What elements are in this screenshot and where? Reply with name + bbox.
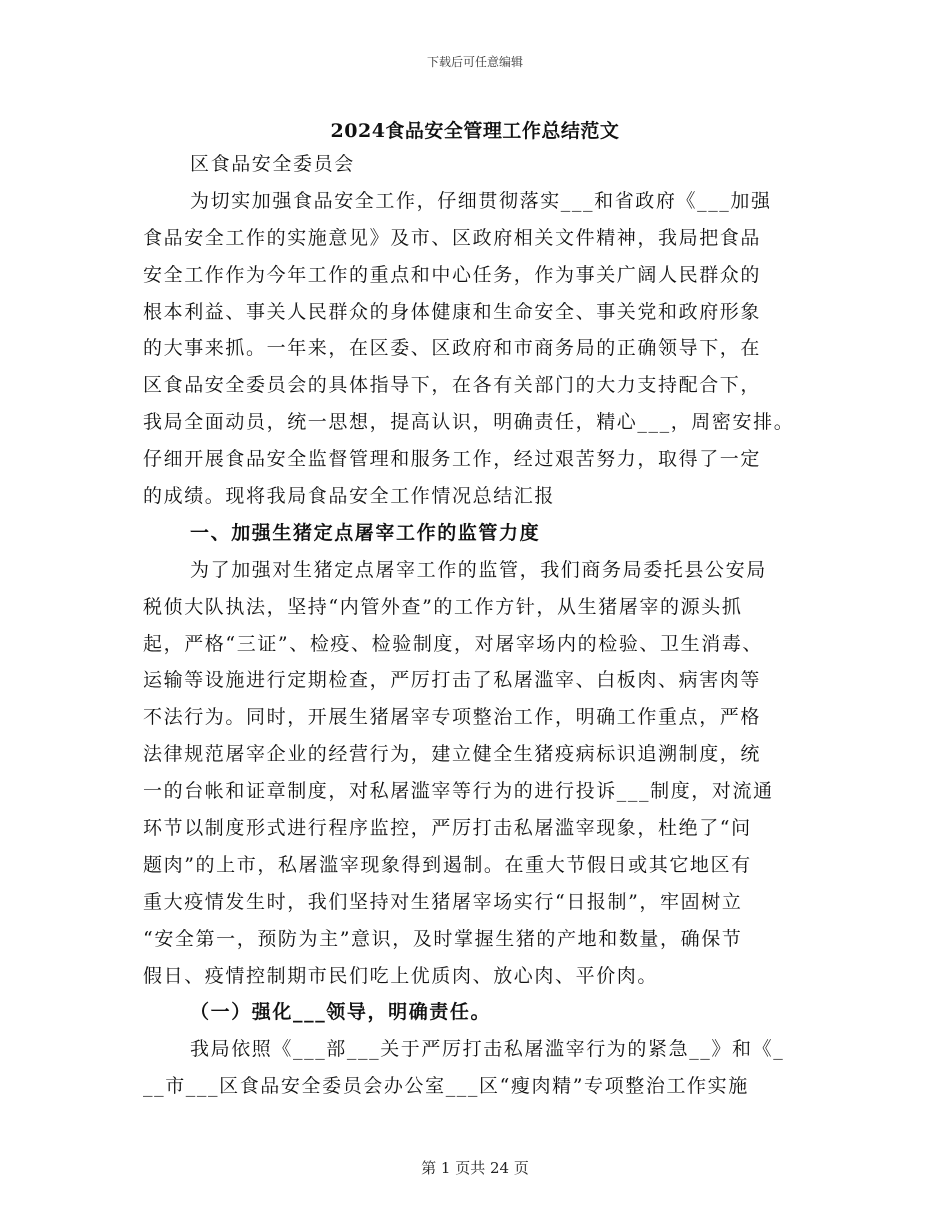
text-line: 仔细开展食品安全监督管理和服务工作，经过艰苦努力，取得了一定 — [143, 448, 762, 471]
text-line: 的大事来抓。一年来，在区委、区政府和市商务局的正确领导下，在 — [143, 337, 762, 360]
text-line: 我局全面动员，统一思想，提高认识，明确责任，精心___，周密安排。 — [143, 411, 795, 434]
document-body — [143, 146, 823, 1105]
text-line: 为了加强对生猪定点屠宰工作的监管，我们商务局委托县公安局 — [190, 558, 767, 581]
text-line: “安全第一，预防为主”意识，及时掌握生猪的产地和数量，确保节 — [143, 927, 743, 950]
text-line: 的成绩。现将我局食品安全工作情况总结汇报 — [143, 485, 556, 508]
text-line: 运输等设施进行定期检查，严厉打击了私屠滥宰、白板肉、病害肉等 — [143, 669, 762, 692]
text-line: 一的台帐和证章制度，对私屠滥宰等行为的进行投诉___制度，对流通 — [143, 780, 774, 803]
text-line: 假日、疫情控制期市民们吃上优质肉、放心肉、平价肉。 — [143, 964, 659, 987]
text-line: 题肉”的上市，私屠滥宰现象得到遏制。在重大节假日或其它地区有 — [143, 853, 752, 876]
subsection-heading: （一）强化___领导，明确责任。 — [190, 1001, 492, 1024]
header-note: 下载后可任意编辑 — [426, 55, 523, 69]
text-line: __市___区食品安全委员会办公室___区“瘦肉精”专项整治工作实施 — [143, 1075, 749, 1098]
text-line: 区食品安全委员会 — [190, 153, 355, 175]
section-heading: 一、加强生猪定点屠宰工作的监管力度 — [190, 521, 541, 544]
page-number: 第 1 页共 24 页 — [421, 1159, 529, 1177]
text-line: 食品安全工作的实施意见》及市、区政府相关文件精神，我局把食品 — [143, 226, 762, 249]
text-line: 根本利益、事关人民群众的身体健康和生命安全、事关党和政府形象 — [143, 300, 762, 323]
text-line: 不法行为。同时，开展生猪屠宰专项整治工作，明确工作重点，严格 — [143, 706, 762, 729]
text-line: 重大疫情发生时，我们坚持对生猪屠宰场实行“日报制”，牢固树立 — [143, 890, 743, 913]
text-line: 我局依照《___部___关于严厉打击私屠滥宰行为的紧急__》和《_ — [190, 1038, 785, 1061]
text-line: 环节以制度形式进行程序监控，严厉打击私屠滥宰现象，杜绝了“问 — [143, 817, 752, 840]
text-line: 税侦大队执法，坚持“内管外查”的工作方针，从生猪屠宰的源头抓 — [143, 595, 743, 618]
text-line: 为切实加强食品安全工作，仔细贯彻落实___和省政府《___加强 — [190, 189, 772, 212]
text-line: 法律规范屠宰企业的经营行为，建立健全生猪疫病标识追溯制度，统 — [143, 743, 762, 766]
text-line: 起，严格“三证”、检疫、检验制度，对屠宰场内的检验、卫生消毒、 — [143, 632, 764, 655]
text-line: 安全工作作为今年工作的重点和中心任务，作为事关广阔人民群众的 — [143, 263, 762, 286]
text-line: 区食品安全委员会的具体指导下，在各有关部门的大力支持配合下， — [143, 374, 762, 397]
document-title: 2024食品安全管理工作总结范文 — [330, 120, 620, 142]
